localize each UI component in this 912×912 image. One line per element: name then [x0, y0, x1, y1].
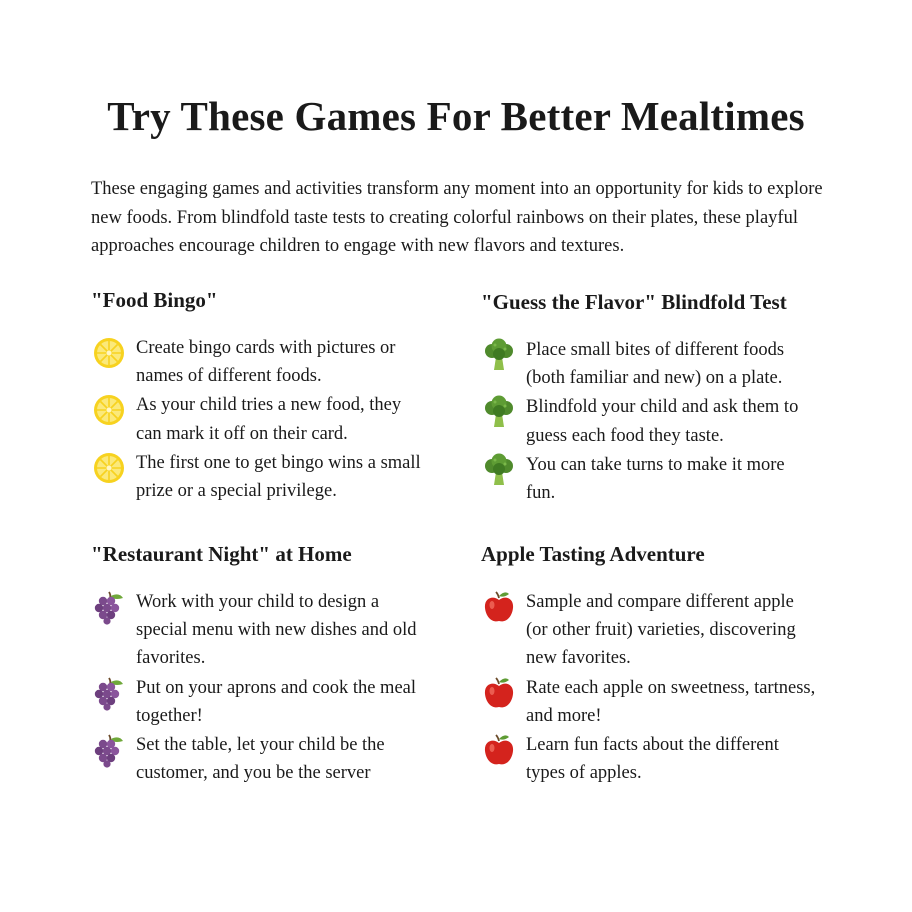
- item-text: As your child tries a new food, they can mark it off on their card.: [136, 395, 402, 444]
- lemon-icon: [91, 392, 127, 428]
- list-item: [91, 449, 451, 505]
- item-text: Put on your aprons and cook the meal together!: [136, 677, 417, 726]
- list-item: [91, 391, 451, 447]
- item-text: Set the table, let your child be the customer, and you be the server: [136, 735, 385, 784]
- apple-icon: [481, 589, 517, 625]
- item-text: Sample and compare different apple (or other fruit) varieties, discovering new favorites.: [526, 592, 796, 669]
- grapes-icon: [91, 675, 127, 711]
- list-item: [91, 588, 451, 673]
- list-item: [481, 451, 841, 507]
- apple-icon: [481, 675, 517, 711]
- broccoli-icon: [481, 337, 517, 373]
- list-item: [91, 674, 451, 730]
- item-text: Rate each apple on sweetness, tartness, and more!: [526, 677, 816, 726]
- lemon-icon: [91, 335, 127, 371]
- item-text: Create bingo cards with pictures or names of different foods.: [136, 338, 396, 387]
- list-item: [481, 588, 841, 673]
- broccoli-icon: [481, 452, 517, 488]
- list-item: [481, 393, 841, 449]
- intro-paragraph: These engaging games and activities transform any moment into an opportunity for kids to explore new foods. From blindfold taste tests to creating colorful rainbows on their plates, these playful approaches encourage children to engage with new flavors and textures.: [91, 179, 823, 256]
- item-text: You can take turns to make it more fun.: [526, 454, 785, 504]
- item-text: Blindfold your child and ask them to guess each food they taste.: [526, 397, 799, 446]
- list-item: [91, 334, 451, 390]
- list-item: [91, 731, 451, 787]
- grapes-icon: [91, 732, 127, 768]
- section-heading: Apple Tasting Adventure: [481, 542, 705, 566]
- section-heading: "Restaurant Night" at Home: [91, 542, 352, 566]
- section-heading: "Food Bingo": [91, 288, 218, 312]
- apple-icon: [481, 732, 517, 768]
- item-text: Work with your child to design a special menu with new dishes and old favorites.: [136, 592, 417, 669]
- broccoli-icon: [481, 394, 517, 430]
- page-title: Try These Games For Better Mealtimes: [107, 93, 805, 139]
- section-apple-tasting: [481, 541, 841, 788]
- section-guess-the-flavor: [481, 289, 841, 508]
- section-heading: "Guess the Flavor" Blindfold Test: [481, 290, 787, 314]
- grapes-icon: [91, 589, 127, 625]
- list-item: [481, 731, 841, 787]
- item-text: The first one to get bingo wins a small prize or a special privilege.: [136, 452, 421, 502]
- lemon-icon: [91, 450, 127, 486]
- list-item: [481, 336, 841, 392]
- section-food-bingo: [91, 287, 451, 506]
- item-text: Place small bites of different foods (both familiar and new) on a plate.: [526, 340, 785, 389]
- section-restaurant-night: [91, 541, 451, 788]
- item-text: Learn fun facts about the different types of apples.: [526, 735, 779, 784]
- list-item: [481, 674, 841, 730]
